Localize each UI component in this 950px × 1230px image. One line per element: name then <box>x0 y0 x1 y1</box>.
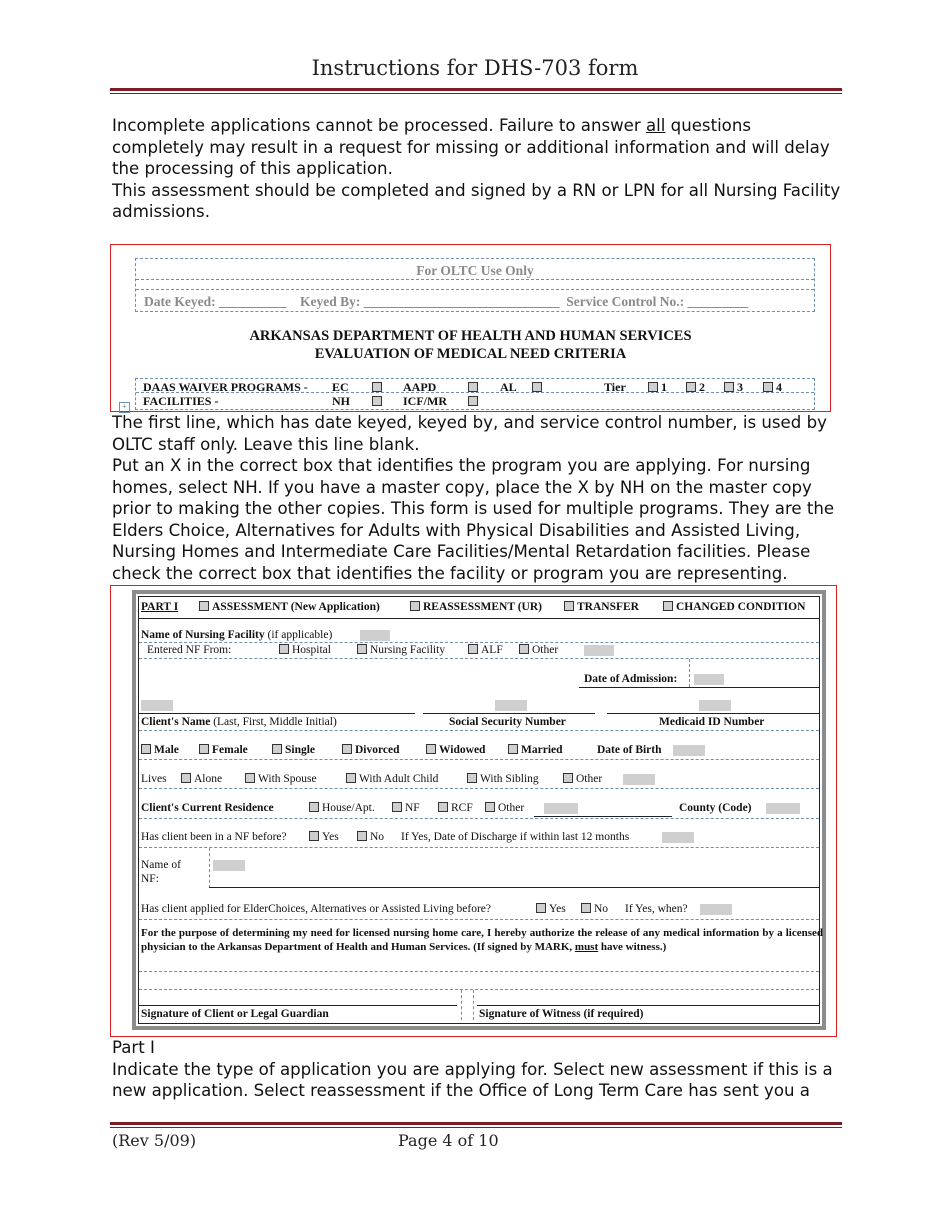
widowed-option[interactable]: Widowed <box>426 744 485 756</box>
client-signature-label: Signature of Client or Legal Guardian <box>141 1008 329 1020</box>
residence-nf-option[interactable]: NF <box>392 802 420 814</box>
rcf-option[interactable]: RCF <box>438 802 473 814</box>
tier-2-checkbox[interactable]: 2 <box>686 380 705 395</box>
nursing-facility-label: Name of Nursing Facility (if applicable) <box>141 629 333 641</box>
male-option[interactable]: Male <box>141 744 179 756</box>
ec-checkbox[interactable] <box>372 380 382 395</box>
with-adult-child-option[interactable]: With Adult Child <box>346 773 438 785</box>
from-other-field[interactable] <box>584 645 614 656</box>
al-label: AL <box>500 380 517 394</box>
intro-text <box>112 115 842 223</box>
footer-rule-thin <box>110 1127 842 1128</box>
single-option[interactable]: Single <box>272 744 315 756</box>
date-admission-field[interactable] <box>694 674 724 685</box>
intro-paragraph-2: This assessment should be completed and signed by a RN or LPN for all Nursing Facility admissions. <box>112 180 841 221</box>
tier-3-checkbox[interactable]: 3 <box>724 380 743 395</box>
al-checkbox[interactable] <box>532 380 542 395</box>
client-name-label: Client's Name (Last, First, Middle Initial) <box>141 716 337 728</box>
when-field[interactable] <box>700 904 732 915</box>
oltc-title: For OLTC Use Only <box>416 263 534 278</box>
county-field[interactable] <box>766 803 800 814</box>
residence-other-option[interactable]: Other <box>485 802 524 814</box>
assessment-option[interactable]: ASSESSMENT (New Application) <box>199 601 380 613</box>
program-table <box>135 378 815 410</box>
prior-nf-name-field[interactable] <box>213 860 245 871</box>
middle-paragraph-2: Put an X in the correct box that identifies the program you are applying. For nursing homes, select NH. If you have a master copy, place the X by NH on the master copy prior to making the other copies. This form is used for multiple programs. They are the Elders Choice, Alternatives for Adults with Physical Disabilities and Assisted Living, Nursing Homes and Intermediate Care Facilities/Mental Retardation facilities. Please check the correct box that identifies the facility or program you are representing. <box>112 456 835 583</box>
tier-label: Tier <box>604 380 626 394</box>
service-control-label: Service Control No.: _________ <box>566 294 749 309</box>
discharge-date-field[interactable] <box>662 832 694 843</box>
changed-condition-option[interactable]: CHANGED CONDITION <box>663 601 805 613</box>
lives-label: Lives <box>141 773 167 785</box>
residence-label: Client's Current Residence <box>141 802 274 814</box>
name-of-label: Name of <box>141 859 181 871</box>
applied-no-option[interactable]: No <box>581 903 608 915</box>
bottom-text <box>112 1037 842 1102</box>
county-label: County (Code) <box>679 802 752 814</box>
lives-other-option[interactable]: Other <box>563 773 602 785</box>
from-alf-option[interactable]: ALF <box>468 644 503 656</box>
part1-form <box>132 590 826 1030</box>
reassessment-option[interactable]: REASSESSMENT (UR) <box>410 601 542 613</box>
aapd-label: AAPD <box>403 380 437 394</box>
female-option[interactable]: Female <box>199 744 248 756</box>
witness-signature-label: Signature of Witness (if required) <box>479 1008 644 1020</box>
keyed-by-label: Keyed By: _____________________________ <box>299 294 560 309</box>
part-description: Indicate the type of application you are applying for. Select new assessment if this is a new application. Select reassessment if the Office of Long Term Care has sent you a <box>112 1059 833 1100</box>
page-number: Page 4 of 10 <box>398 1131 499 1150</box>
alone-option[interactable]: Alone <box>181 773 222 785</box>
facilities-label: FACILITIES - <box>143 394 219 408</box>
ssn-field[interactable] <box>495 700 527 711</box>
with-sibling-option[interactable]: With Sibling <box>467 773 539 785</box>
dob-field[interactable] <box>673 745 705 756</box>
date-admission-label: Date of Admission: <box>584 673 678 685</box>
married-option[interactable]: Married <box>508 744 563 756</box>
icfmr-label: ICF/MR <box>403 394 447 408</box>
header-rule <box>110 88 842 91</box>
house-option[interactable]: House/Apt. <box>309 802 375 814</box>
oltc-fields <box>144 294 748 310</box>
form-excerpt-header <box>110 244 831 412</box>
revision-label: (Rev 5/09) <box>112 1131 197 1150</box>
intro-paragraph-1: Incomplete applications cannot be processed. Failure to answer all questions completely may result in a request for missing or additional information and will delay the processing of this application. <box>112 116 830 178</box>
nh-checkbox[interactable] <box>372 394 382 409</box>
nf-label: NF: <box>141 873 159 885</box>
from-nursing-facility-option[interactable]: Nursing Facility <box>357 644 445 656</box>
middle-paragraph-1: The first line, which has date keyed, keyed by, and service control number, is used by OLTC staff only. Leave this line blank. <box>112 413 827 454</box>
header-rule-thin <box>110 93 842 94</box>
authorization-statement: For the purpose of determining my need for licensed nursing home care, I hereby authorize the release of any medical information by a licensed physician to the Arkansas Department of Health and Human Services. (If signed by MARK, must have witness.) <box>141 927 823 953</box>
medicaid-label: Medicaid ID Number <box>659 716 765 728</box>
from-hospital-option[interactable]: Hospital <box>279 644 331 656</box>
table-anchor-icon: + <box>119 402 130 413</box>
part-label: PART I <box>141 601 179 613</box>
aapd-checkbox[interactable] <box>468 380 478 395</box>
icfmr-checkbox[interactable] <box>468 394 478 409</box>
nursing-facility-field[interactable] <box>360 630 390 641</box>
footer-rule <box>110 1122 842 1125</box>
page-title: Instructions for DHS-703 form <box>311 56 639 80</box>
client-name-field[interactable] <box>141 700 173 711</box>
part-heading: Part I <box>112 1038 155 1057</box>
discharge-label: If Yes, Date of Discharge if within last 12 months <box>401 831 630 843</box>
daas-label: DAAS WAIVER PROGRAMS - <box>143 380 308 394</box>
lives-other-field[interactable] <box>623 774 655 785</box>
oltc-use-only-table <box>135 258 815 312</box>
residence-other-field[interactable] <box>544 803 578 814</box>
form-excerpt-part1 <box>110 585 837 1037</box>
ec-label: EC <box>332 380 349 394</box>
agency-heading: ARKANSAS DEPARTMENT OF HEALTH AND HUMAN SERVICES EVALUATION OF MEDICAL NEED CRITERIA <box>249 328 692 362</box>
from-other-option[interactable]: Other <box>519 644 558 656</box>
applied-yes-option[interactable]: Yes <box>536 903 566 915</box>
prior-nf-no-option[interactable]: No <box>357 831 384 843</box>
tier-1-checkbox[interactable]: 1 <box>648 380 667 395</box>
middle-text <box>112 412 842 584</box>
applied-before-question: Has client applied for ElderChoices, Alternatives or Assisted Living before? <box>141 903 492 915</box>
prior-nf-yes-option[interactable]: Yes <box>309 831 339 843</box>
ssn-label: Social Security Number <box>449 716 566 728</box>
transfer-option[interactable]: TRANSFER <box>564 601 639 613</box>
entered-from-label: Entered NF From: <box>147 644 232 656</box>
prior-nf-question: Has client been in a NF before? <box>141 831 287 843</box>
tier-4-checkbox[interactable]: 4 <box>763 380 782 395</box>
date-keyed-label: Date Keyed: __________ <box>144 294 287 309</box>
nh-label: NH <box>332 394 350 408</box>
when-label: If Yes, when? <box>625 903 688 915</box>
dob-label: Date of Birth <box>597 744 662 756</box>
medicaid-field[interactable] <box>699 700 731 711</box>
divorced-option[interactable]: Divorced <box>342 744 400 756</box>
with-spouse-option[interactable]: With Spouse <box>245 773 317 785</box>
